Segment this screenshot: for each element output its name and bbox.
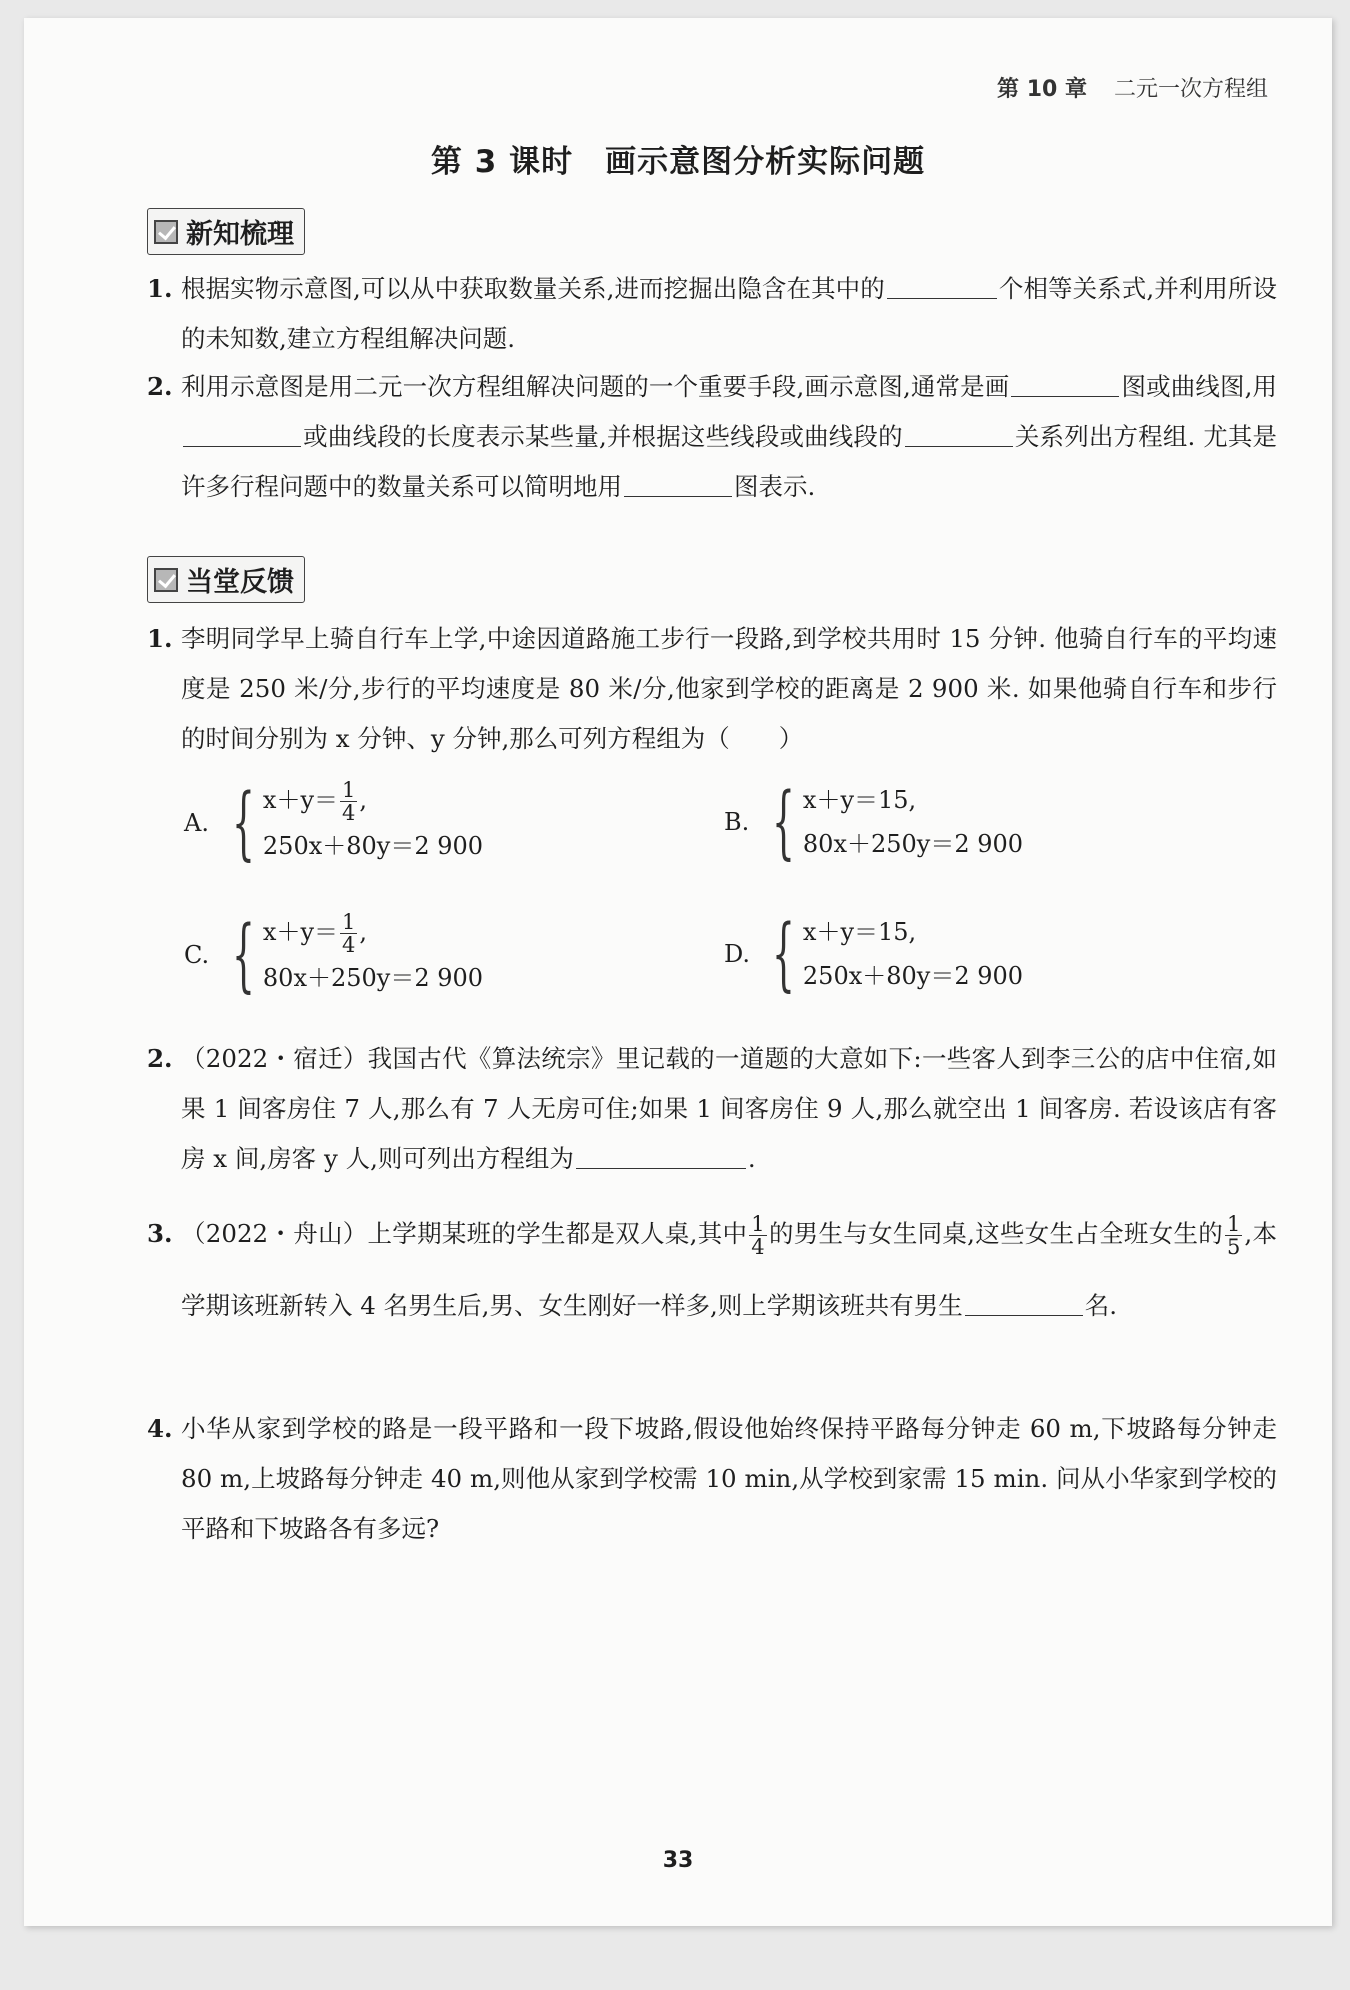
answer-blank[interactable] — [624, 466, 732, 497]
option-b[interactable] — [724, 775, 1024, 868]
question-text: 个相等关系式,并利用所设的未知数,建立方程组解决问题. — [181, 274, 1277, 353]
checkbox-icon — [154, 220, 178, 244]
option-label: B. — [724, 808, 750, 836]
question-number: 4. — [147, 1414, 173, 1443]
answer-blank[interactable] — [887, 268, 997, 299]
question-text: （2022・宿迁）我国古代《算法统宗》里记载的一道题的大意如下:一些客人到李三公的店中住宿,如果 1 间客房住 7 人,那么有 7 人无房可住;如果 1 间客房住 9 人,那么就空出 1 间客房. 若设该店有客房 x 间,房客 y 人,则可列出方程组为 — [181, 1044, 1277, 1173]
section-feedback — [147, 556, 305, 603]
question-text: （2022・舟山）上学期某班的学生都是双人桌,其中 — [181, 1219, 748, 1248]
section-new-knowledge — [147, 208, 305, 255]
option-d[interactable] — [724, 907, 1024, 1000]
equation-2: 250x＋80y＝2 900 — [262, 832, 484, 860]
question-text: 的男生与女生同桌,这些女生占全班女生的 — [768, 1219, 1224, 1248]
section-label: 新知梳理 — [186, 219, 294, 250]
question-number: 1. — [147, 624, 173, 653]
question-text: 李明同学早上骑自行车上学,中途因道路施工步行一段路,到学校共用时 15 分钟. 他骑自行车的平均速度是 250 米/分,步行的平均速度是 80 米/分,他家到学校的距离是 2 900 米. 如果他骑自行车和步行的时间分别为 x 分钟、y 分钟,那么可列方程组为（ ） — [181, 624, 1277, 753]
feedback-question-4 — [147, 1404, 1277, 1554]
knowledge-question-2 — [147, 362, 1277, 512]
section-label: 当堂反馈 — [186, 567, 294, 598]
equation-1: x＋y＝15, — [802, 918, 917, 946]
brace-icon: { — [771, 907, 795, 1000]
question-text: 图表示. — [734, 472, 816, 501]
option-label: A. — [184, 809, 209, 837]
checkbox-icon — [154, 568, 178, 592]
answer-blank[interactable] — [965, 1285, 1083, 1316]
question-number: 1. — [147, 274, 173, 303]
question-text: 或曲线段的长度表示某些量,并根据这些线段或曲线段的 — [303, 422, 903, 451]
equation-2: 80x＋250y＝2 900 — [802, 830, 1024, 858]
feedback-question-3: 3. （2022・舟山）上学期某班的学生都是双人桌,其中 $\frac{1}{4}$ 的男生与女生同桌,这些女生占全班女生的 $\frac{1}{5}$ ,本学期该班新转入 4 名男生后,男、女生刚好一样多,则上学期该班共有男生 名. — [147, 1198, 1277, 1342]
question-number: 2. — [147, 1044, 173, 1073]
question-text: ,本学期该班新转入 4 名男生后,男、女生刚好一样多,则上学期该班共有男生 — [181, 1219, 1277, 1320]
lesson-title: 第 3 课时 画示意图分析实际问题 — [430, 144, 926, 180]
equation-2: 80x＋250y＝2 900 — [262, 964, 484, 992]
question-text: 关系列出方程组. 尤其是许多行程问题中的数量关系可以简明地用 — [181, 422, 1277, 501]
brace-icon: { — [771, 775, 795, 868]
question-number: 3. — [147, 1219, 173, 1248]
page-number: 33 — [662, 1848, 694, 1873]
question-text: 小华从家到学校的路是一段平路和一段下坡路,假设他始终保持平路每分钟走 60 m,下坡路每分钟走 80 m,上坡路每分钟走 40 m,则他从家到学校需 10 min,从学校到家需 15 min. 问从小华家到学校的平路和下坡路各有多远? — [181, 1414, 1277, 1543]
option-label: D. — [724, 940, 751, 968]
option-a[interactable] — [184, 778, 483, 868]
brace-icon: { — [231, 776, 255, 869]
answer-blank[interactable] — [576, 1138, 746, 1169]
question-number: 2. — [147, 372, 173, 401]
question-text: 利用示意图是用二元一次方程组解决问题的一个重要手段,画示意图,通常是画 — [181, 372, 1010, 401]
feedback-question-2: 2. （2022・宿迁）我国古代《算法统宗》里记载的一道题的大意如下:一些客人到李三公的店中住宿,如果 1 间客房住 7 人,那么有 7 人无房可住;如果 1 间客房住 9 人,那么就空出 1 间客房. 若设该店有客房 x 间,房客 y 人,则可列出方程组为 . — [147, 1034, 1277, 1184]
option-label: C. — [184, 941, 210, 969]
knowledge-question-1 — [147, 264, 1277, 364]
equation-1: x＋y＝ $\frac{1}{4}$ , — [262, 910, 368, 957]
equation-1: x＋y＝ $\frac{1}{4}$ , — [262, 778, 368, 825]
feedback-question-1 — [147, 614, 1277, 764]
option-c[interactable] — [184, 910, 483, 1000]
brace-icon: { — [231, 908, 255, 1001]
answer-blank[interactable] — [905, 416, 1013, 447]
answer-blank[interactable] — [183, 416, 301, 447]
chapter-number: 第 10 章 — [997, 77, 1087, 102]
chapter-name: 二元一次方程组 — [1113, 77, 1268, 102]
question-text: 根据实物示意图,可以从中获取数量关系,进而挖掘出隐含在其中的 — [181, 274, 885, 303]
answer-blank[interactable] — [1011, 366, 1119, 397]
question-text: 图或曲线图,用 — [1121, 372, 1277, 401]
equation-2: 250x＋80y＝2 900 — [802, 962, 1024, 990]
page-sheet — [24, 18, 1332, 1926]
equation-1: x＋y＝15, — [802, 786, 917, 814]
chapter-header — [997, 72, 1268, 103]
